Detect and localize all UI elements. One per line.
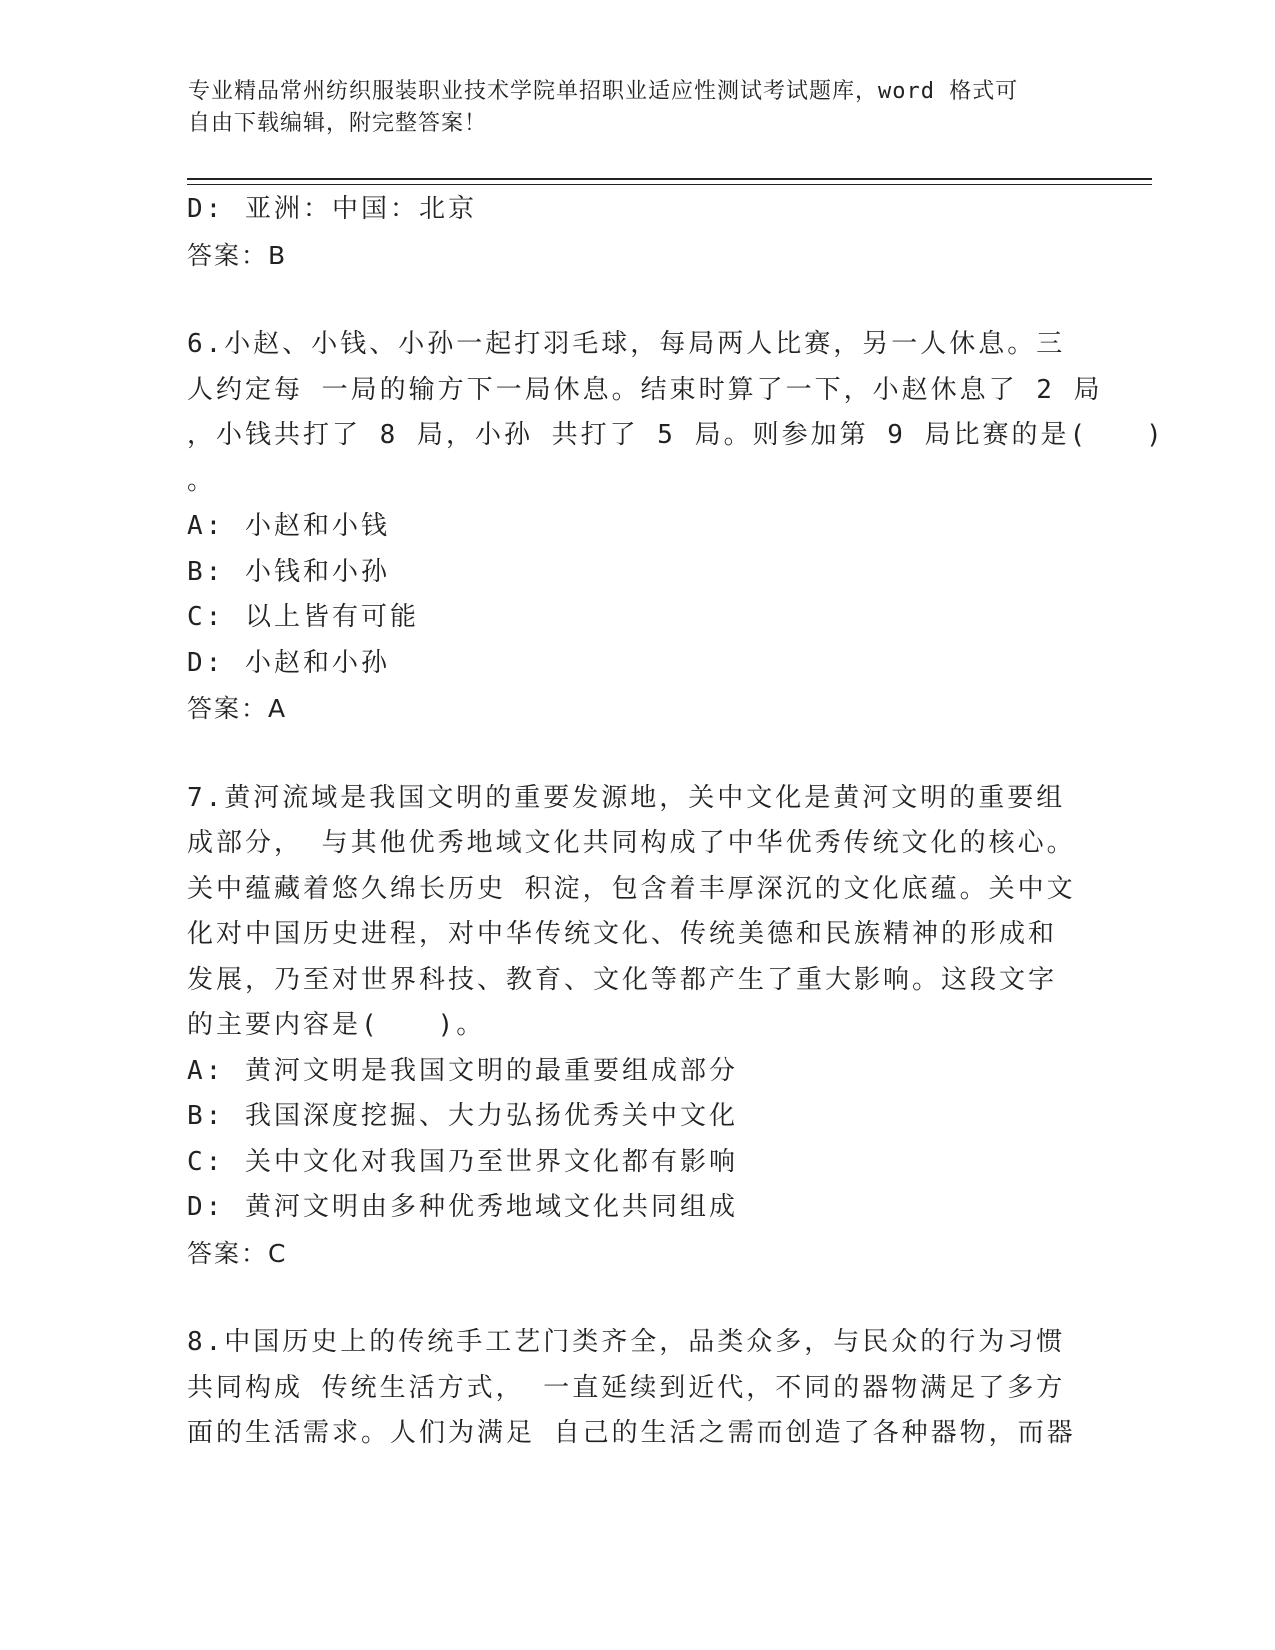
option-key: D: [187,1192,225,1222]
document-body [187,187,1165,1457]
header-rule-thin [187,184,1152,185]
option-text: 小赵和小钱 [245,511,391,541]
question-6-line-4: 。 [187,465,217,496]
question-7-option-b [187,1094,1087,1140]
option-text: 小钱和小孙 [245,556,391,587]
question-7-line-2: 成部分， 与其他优秀地域文化共同构成了中华优秀传统文化的核心。 [187,828,1076,858]
question-gap [187,1276,1087,1320]
question-8-line-3: 面的生活需求。人们为满足 自己的生活之需而创造了各种器物，而器 [187,1418,1076,1448]
option-key: B: [187,1101,225,1131]
question-7-answer: 答案：C [187,1238,288,1268]
option-text: 黄河文明由多种优秀地域文化共同组成 [245,1192,739,1222]
question-7-option-c [187,1140,1087,1186]
option-key: A: [187,511,225,541]
question-7-line-6: 的主要内容是( )。 [187,1010,486,1040]
option-text: 以上皆有可能 [245,602,420,632]
option-key: C: [187,602,225,632]
question-8-line-1: 8.中国历史上的传统手工艺门类齐全，品类众多，与民众的行为习惯 [187,1327,1066,1357]
question-6-option-b [187,550,1087,596]
question-6-option-a [187,504,1087,550]
option-text: 亚洲：中国：北京 [245,194,478,224]
option-key: A: [187,1055,225,1086]
question-6-line-2: 人约定每 一局的输方下一局休息。结束时算了一下，小赵休息了 2 局 [187,374,1103,405]
question-8-line-2: 共同构成 传统生活方式， 一直延续到近代，不同的器物满足了多方 [187,1372,1066,1403]
option-key: D: [187,194,225,224]
header-line-2: 自由下载编辑，附完整答案！ [188,111,488,136]
header-line-1: 专业精品常州纺织服装职业技术学院单招职业适应性测试考试题库，word 格式可 [188,79,1019,104]
prev-question-option-d [187,187,1087,233]
option-text: 关中文化对我国乃至世界文化都有影响 [245,1146,739,1177]
question-7-line-5: 发展，乃至对世界科技、教育、文化等都产生了重大影响。这段文字 [187,964,1058,995]
option-text: 小赵和小孙 [245,647,391,678]
question-6-option-d [187,641,1087,687]
question-7-line-1: 7.黄河流域是我国文明的重要发源地，关中文化是黄河文明的重要组 [187,782,1066,813]
question-7-option-a [187,1049,1087,1095]
question-7-line-4: 化对中国历史进程，对中华传统文化、传统美德和民族精神的形成和 [187,919,1058,949]
question-6-line-1: 6.小赵、小钱、小孙一起打羽毛球，每局两人比赛，另一人休息。三 [187,329,1066,359]
question-7 [187,776,1087,1277]
header-rule-thick [187,178,1152,180]
option-key: B: [187,556,225,587]
question-6-answer: 答案：A [187,694,288,723]
question-7-line-3: 关中蕴藏着悠久绵长历史 积淀，包含着丰厚深沉的文化底蕴。关中文 [187,873,1076,904]
question-gap [187,732,1087,776]
option-text: 我国深度挖掘、大力弘扬优秀关中文化 [245,1101,739,1131]
question-7-option-d [187,1185,1087,1231]
question-gap [187,278,1087,322]
page-header [188,76,1088,140]
question-6 [187,322,1165,732]
option-key: C: [187,1146,225,1177]
question-6-option-c [187,595,1087,641]
option-text: 黄河文明是我国文明的最重要组成部分 [245,1055,739,1086]
option-key: D: [187,647,225,678]
question-6-line-3: ，小钱共打了 8 局，小孙 共打了 5 局。则参加第 9 局比赛的是( ) [187,420,1165,450]
prev-question-answer: 答案：B [187,240,288,270]
question-8 [187,1320,1087,1457]
